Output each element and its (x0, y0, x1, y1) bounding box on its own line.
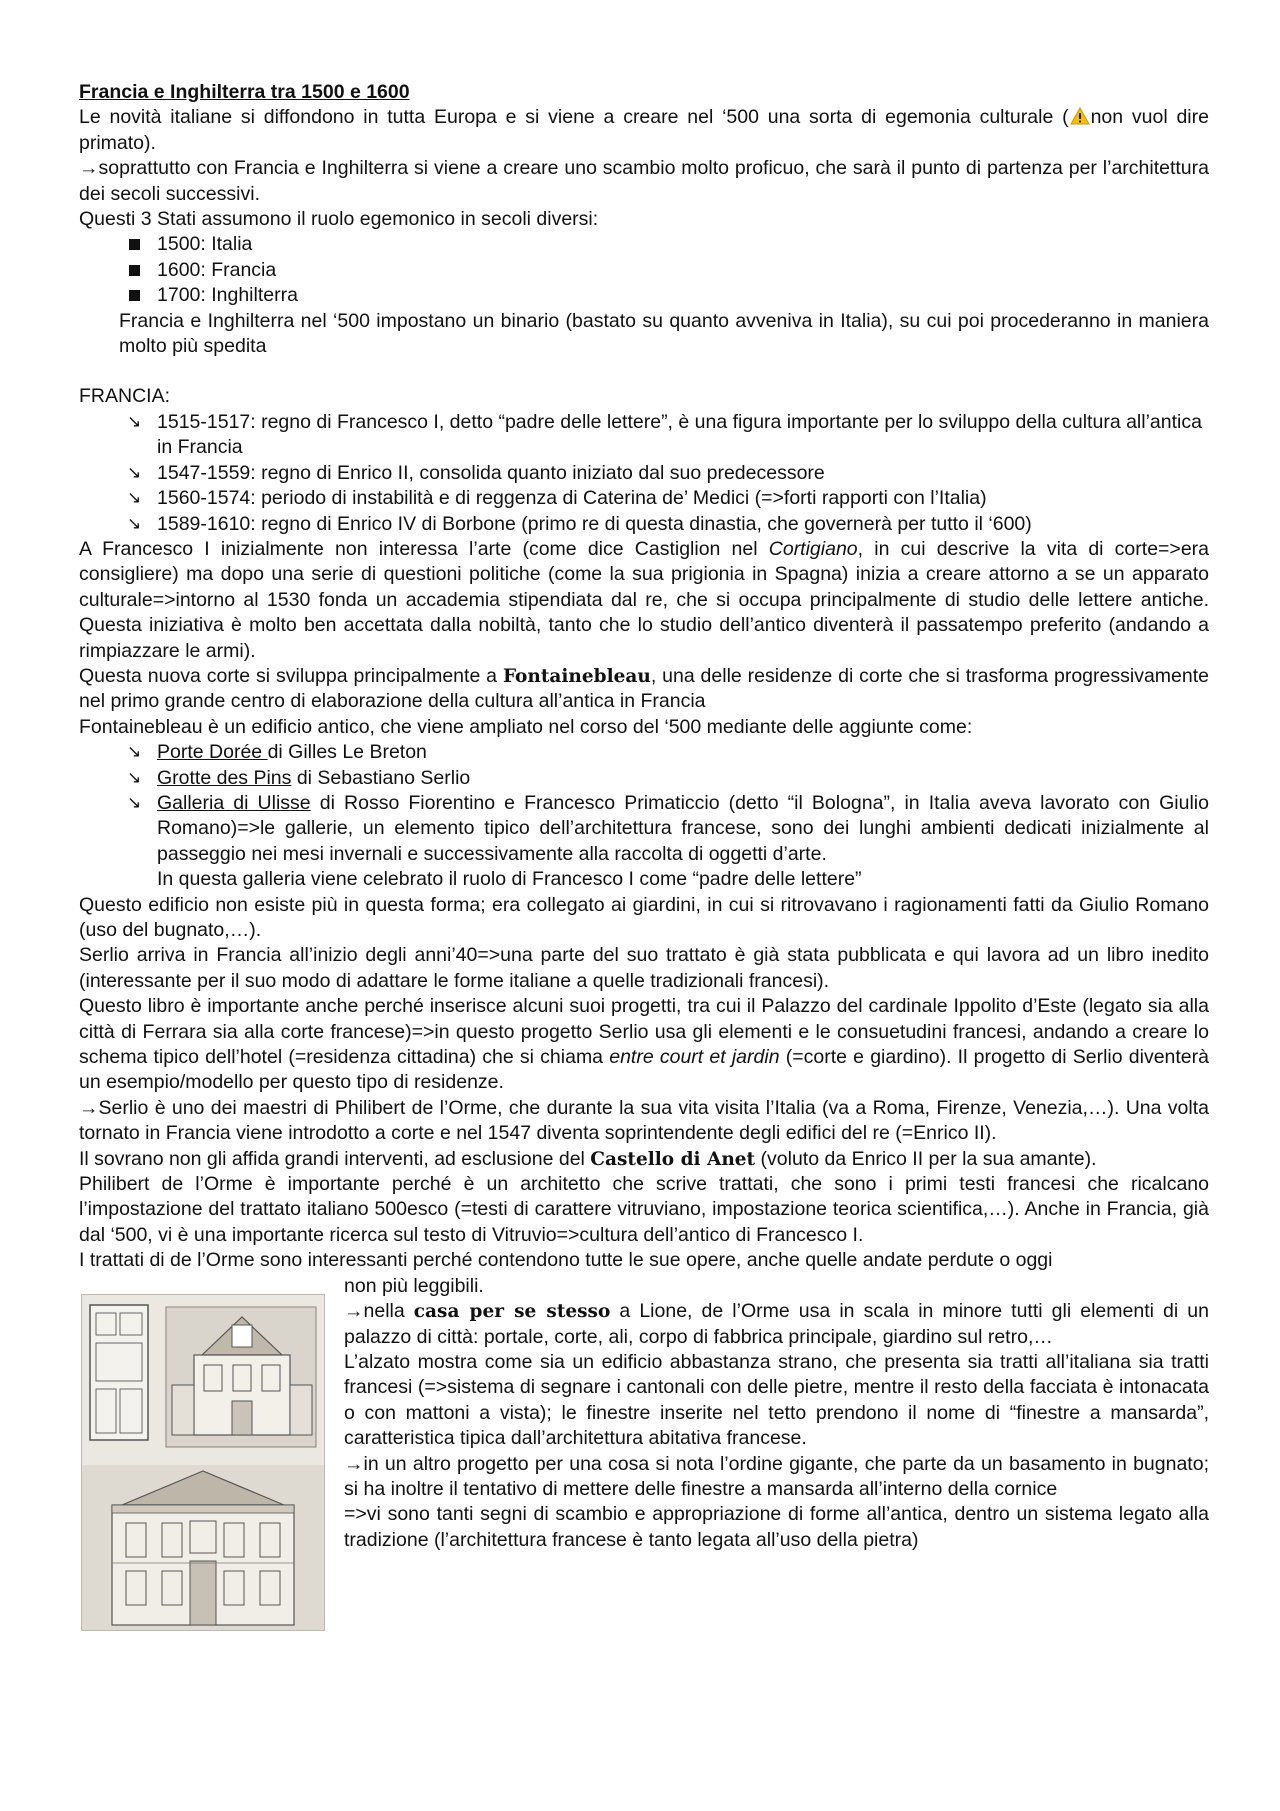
timeline-list (79, 410, 1209, 537)
list-item (79, 410, 1209, 461)
architecture-drawing-icon (82, 1295, 324, 1630)
list-item (79, 486, 1209, 511)
text-run: Questo libro è importante anche perché inserisce alcuni suoi progetti, tra cui il Palazzo del cardinale Ippolito d’Este (legato sia alla città di Ferrara sia alla corte francese)=>in questo progetto Serlio usa gli elementi e le consuetudini francesi, andando a creare lo schema tipico dell’hotel (=residenza cittadina) che si chiama (79, 995, 1209, 1069)
document-page (79, 80, 1209, 1644)
arrow-bullet-icon: ↘ (127, 742, 142, 763)
edificio-paragraph: Questo edificio non esiste più in questa forma; era collegato ai giardini, in cui si ritrovavano i ragionamenti fatti da Giulio Romano (uso del bugnato,…). (79, 893, 1209, 941)
text-run: (voluto da Enrico II per la sua amante). (755, 1147, 1097, 1170)
addition-detail: di Gilles Le Breton (267, 741, 427, 764)
square-bullet-icon (129, 239, 140, 250)
figure-side-text (344, 1274, 1209, 1553)
progetto-paragraph: →in un altro progetto per una cosa si nota l’ordine gigante, che parte da un basamento in bugnato; si ha inoltre il tentativo di mettere delle finestre a mansarda all’interno della cornice (344, 1452, 1209, 1500)
libro-paragraph (79, 994, 1209, 1096)
arrow-bullet-icon: ↘ (127, 462, 142, 483)
list-item (79, 232, 1209, 257)
arrow-bullet-icon: ↘ (127, 792, 142, 813)
spacer (79, 359, 1209, 384)
intro-text-a: Le novità italiane si diffondono in tutta Europa e si viene a creare nel ‘500 una sorta di egemonia culturale ( (79, 106, 1069, 129)
list-item (79, 512, 1209, 537)
arrow-bullet-icon: ↘ (127, 513, 142, 534)
arrow-bullet-icon: ↘ (127, 488, 142, 509)
list-item-text: 1600: Francia (157, 258, 277, 281)
square-bullet-icon (129, 265, 140, 276)
list-item-text: 1547-1559: regno di Enrico II, consolida quanto iniziato dal suo predecessore (157, 461, 825, 484)
square-bullet-icon (129, 290, 140, 301)
list-item-text: 1500: Italia (157, 233, 253, 256)
list-item (79, 461, 1209, 486)
casa-paragraph (344, 1299, 1209, 1350)
serlio-paragraph: Serlio arriva in Francia all’inizio degli anni’40=>una parte del suo trattato è già stata pubblicata e qui lavora ad un libro inedito (interessante per il suo modo di adattare le forme italiane a quelle tradizionali francesi). (79, 944, 1209, 992)
bold-run: Fontainebleau (502, 665, 651, 687)
philibert-paragraph: →Serlio è uno dei maestri di Philibert de l’Orme, che durante la sua vita visita l’Italia (va a Roma, Firenze, Venezia,…). Una volta tornato in Francia viene introdotto a corte e nel 1547 diventa soprintendente degli edifici del re (=Enrico II). (79, 1096, 1209, 1145)
trattati-contents-paragraph: I trattati di de l’Orme sono interessanti perché contendono tutte le sue opere, anche quelle andate perdute o oggi (79, 1249, 1053, 1272)
list-item-text: 1589-1610: regno di Enrico IV di Borbone (primo re di questa dinastia, che governerà per tutto il ‘600) (157, 512, 1032, 535)
francesco-paragraph (79, 537, 1209, 664)
addition-name: Grotte des Pins (157, 766, 292, 789)
italic-run: entre court et jardin (609, 1046, 780, 1069)
addition-detail: di Rosso Fiorentino e Francesco Primaticcio (detto “il Bologna”, in Italia aveva lavorato con Giulio Romano)=>le gallerie, un elemento tipico dell’architettura francese, sono dei lunghi ambienti dedicati inizialmente al passeggio nei mesi invernali e successivamente alla raccolta di oggetti d’arte. (157, 791, 1209, 865)
additions-list (79, 740, 1209, 867)
fontainebleau-paragraph: Fontainebleau è un edificio antico, che viene ampliato nel corso del ‘500 mediante delle aggiunte come: (79, 715, 973, 738)
arrow-bullet-icon: ↘ (127, 411, 142, 432)
addition-name: Galleria di Ulisse (157, 791, 311, 814)
list-item (79, 791, 1209, 867)
intro-states-paragraph: Questi 3 Stati assumono il ruolo egemonico in secoli diversi: (79, 208, 599, 231)
text-run: (=corte e giardino). Il progetto di Serlio diventerà un esempio/modello per questo tipo di residenze. (79, 1046, 1209, 1094)
sovrano-paragraph (79, 1147, 1209, 1172)
warning-icon (1070, 107, 1090, 125)
trattati-paragraph: Philibert de l’Orme è importante perché è un architetto che scrive trattati, che sono i primi testi francesi che ricalcano l’impostazione del trattato italiano 500esco (=testi di carattere vitruviano, impostazione teorica scientifica,…). Anche in Francia, già dal ‘500, vi è una importante ricerca sul testo di Vitruvio=>cultura dell’antico di Francesco I. (79, 1173, 1209, 1246)
intro-exchange-paragraph: →soprattutto con Francia e Inghilterra si viene a creare uno scambio molto proficuo, che sarà il punto di partenza per l’architettura dei secoli successivi. (79, 157, 1209, 205)
alzato-paragraph: L’alzato mostra come sia un edificio abbastanza strano, che presenta sia tratti all’italiana sia tratti francesi (=>sistema di segnare i cantonali con delle pietre, mentre il resto della facciata è intonacata o con mattoni a vista); le finestre inserite nel tetto prendono il nome di “finestre a mansarda”, caratteristica tipica dall’architettura abitativa francese. (344, 1350, 1209, 1450)
italic-run: Cortigiano (768, 537, 858, 560)
text-run: →nella (344, 1300, 414, 1323)
intro-paragraph (79, 105, 1209, 156)
bold-run: casa per se stesso (413, 1301, 611, 1323)
bold-run: Castello di Anet (590, 1148, 756, 1170)
figure-section (79, 1274, 1209, 1644)
list-item-text: 1560-1574: periodo di instabilità e di reggenza di Caterina de’ Medici (=>forti rapporti con l’Italia) (157, 487, 987, 510)
text-run: a Lione, de l’Orme usa in scala in minore tutti gli elementi di un palazzo di città: portale, corte, ali, corpo di fabbrica principale, giardino sul retro,… (344, 1300, 1209, 1348)
list-item-text: 1515-1517: regno di Francesco I, detto “padre delle lettere”, è una figura importante per lo sviluppo della cultura all’antica in Francia (157, 410, 1202, 459)
list-item (79, 766, 1209, 791)
text-run: Il sovrano non gli affida grandi interventi, ad esclusione del (79, 1147, 591, 1170)
trattati-contents-continuation: non più leggibili. (344, 1274, 484, 1297)
addition-name: Porte Dorée (157, 741, 268, 764)
arrow-bullet-icon: ↘ (127, 767, 142, 788)
section-heading-francia: FRANCIA: (79, 385, 171, 408)
list-item-text: 1700: Inghilterra (157, 284, 298, 307)
architecture-drawing (81, 1294, 325, 1631)
list-item (79, 740, 1209, 765)
list-item (79, 283, 1209, 308)
scambio-paragraph: =>vi sono tanti segni di scambio e appropriazione di forme all’antica, dentro un sistema legato alla tradizione (l’architettura francese è tanto legata all’uso della pietra) (344, 1503, 1209, 1551)
text-run: , una delle residenze di corte che si trasforma progressivamente nel primo grande centro di elaborazione della cultura all’antica in Francia (79, 664, 1209, 713)
corte-paragraph (79, 664, 1209, 715)
text-run: Questa nuova corte si sviluppa principalmente a (79, 664, 503, 687)
binary-paragraph: Francia e Inghilterra nel ‘500 impostano un binario (bastato su quanto avveniva in Italia), su cui poi procederanno in maniera molto più spedita (119, 309, 1209, 358)
galleria-paragraph: In questa galleria viene celebrato il ruolo di Francesco I come “padre delle lettere” (157, 868, 862, 891)
document-title: Francia e Inghilterra tra 1500 e 1600 (79, 81, 410, 103)
list-item (79, 258, 1209, 283)
intro-text-b: non vuol dire primato). (79, 106, 1209, 154)
text-run: , in cui descrive la vita di corte=>era consigliere) ma dopo una serie di questioni politiche (come la sua prigionia in Spagna) inizia a creare attorno a se un apparato culturale=>intorno al 1530 fonda un accademia stipendiata dal re, che si occupa principalmente di studio delle lettere antiche. Questa iniziativa è molto ben accettata dalla nobiltà, tanto che lo studio dell’antico diventerà il passatempo preferito (andando a rimpiazzare le armi). (79, 537, 1209, 662)
century-list (79, 232, 1209, 308)
addition-detail: di Sebastiano Serlio (291, 766, 471, 789)
text-run: A Francesco I inizialmente non interessa l’arte (come dice Castiglion nel (79, 537, 769, 560)
